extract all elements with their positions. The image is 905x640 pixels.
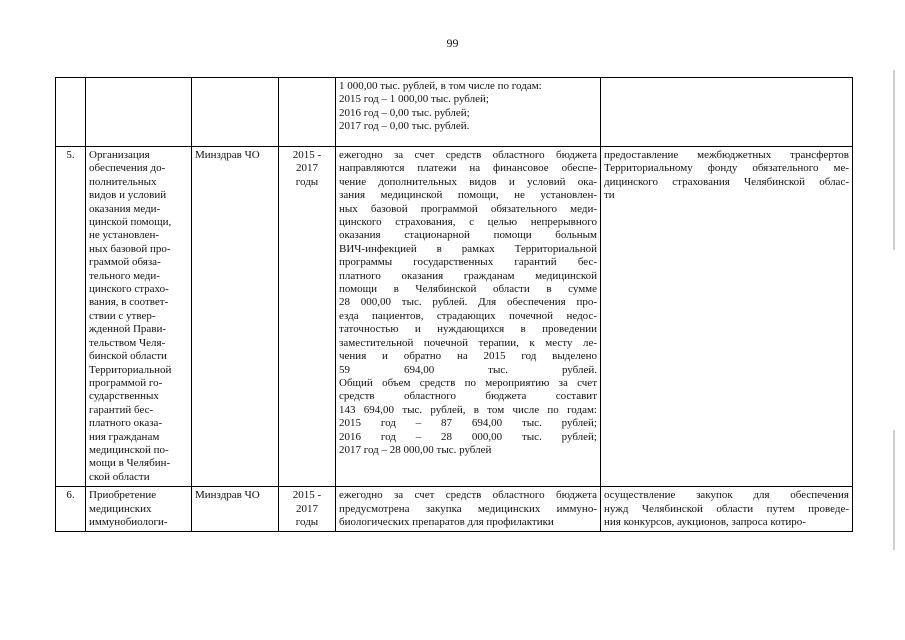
name-line: жденной Прави-: [89, 323, 167, 336]
name-line: не установлен-: [89, 229, 160, 242]
description-line: ежегодно за счет средств областного бюджета: [339, 149, 597, 161]
cell-name: [86, 487, 192, 532]
description-line: биологических препаратов для профилактики: [339, 515, 554, 528]
description-line: заместительной почечной терапии, к месту ле-: [339, 336, 597, 349]
description-line: ных базовой программой обязательного меди-: [339, 202, 597, 215]
result-line: осуществление закупок для обеспечения: [604, 489, 849, 502]
description-line: чение дополнительных видов и условий ока-: [339, 175, 597, 188]
result-line: Территориальному фонду обязательного ме-: [604, 162, 849, 175]
cell-period: [279, 78, 336, 147]
measures-table: [55, 77, 853, 532]
description-line: 2016 год – 28 000,00 тыс. рублей;: [339, 430, 597, 443]
name-line: оказания меди-: [89, 202, 161, 215]
name-line: Территориальной: [89, 363, 172, 376]
cell-period: [279, 147, 336, 487]
name-line: программой го-: [89, 376, 163, 389]
period-line: 2015 -: [292, 149, 322, 161]
description-line: чения и обратно на 2015 год выделено: [339, 350, 597, 363]
cell-period: [279, 487, 336, 532]
continuation-row: [56, 78, 853, 147]
name-line: Организация: [89, 149, 150, 161]
funding-line: 2015 год – 1 000,00 тыс. рублей;: [339, 93, 489, 106]
name-line: сударственных: [89, 390, 159, 403]
name-line: Приобретение: [89, 489, 157, 502]
cell-executor: Минздрав ЧО: [192, 147, 279, 487]
description-line: 59 694,00 тыс. рублей.: [339, 363, 597, 376]
name-line: ных базовой про-: [89, 242, 171, 255]
cell-executor: [192, 78, 279, 147]
funding-line: 2017 год – 0,00 тыс. рублей.: [339, 120, 470, 133]
funding-line: 1 000,00 тыс. рублей, в том числе по годам:: [339, 80, 542, 92]
name-line: ской области: [89, 470, 150, 483]
name-line: ствии с утвер-: [89, 309, 156, 322]
scan-edge-mark: [893, 430, 895, 550]
name-line: иммунобиологи-: [89, 515, 168, 528]
period-line: 2017: [296, 502, 318, 515]
name-line: медицинской по-: [89, 443, 169, 456]
name-line: тельного меди-: [89, 269, 160, 282]
cell-num: 5.: [56, 147, 86, 487]
cell-executor: Минздрав ЧО: [192, 487, 279, 532]
description-line: цинского страхования, с целью непрерывного: [339, 216, 597, 229]
cell-num: 6.: [56, 487, 86, 532]
name-line: цинского страхо-: [89, 283, 169, 296]
description-line: помощи в Челябинской области в сумме: [339, 283, 597, 296]
result-line: ния конкурсов, аукционов, запроса котиро-: [604, 515, 806, 528]
cell-name: [86, 147, 192, 487]
cell-num: [56, 78, 86, 147]
name-line: мощи в Челябин-: [89, 457, 171, 470]
name-line: видов и условий: [89, 189, 167, 202]
description-line: ежегодно за счет средств областного бюджета: [339, 489, 597, 502]
result-line: нужд Челябинской области путем проведе-: [604, 502, 849, 515]
name-line: платного оказа-: [89, 417, 163, 430]
description-line: 28 000,00 тыс. рублей. Для обеспечения про-: [339, 296, 597, 309]
name-line: медицинских: [89, 502, 152, 515]
name-line: бинской области: [89, 350, 167, 363]
table-row: [56, 147, 853, 487]
name-line: ния гражданам: [89, 430, 160, 443]
description-line: 2015 год – 87 694,00 тыс. рублей;: [339, 417, 597, 430]
scan-edge-mark: [893, 70, 895, 250]
name-line: гарантий бес-: [89, 403, 154, 416]
period-line: 2015 -: [292, 489, 322, 502]
name-line: тельством Челя-: [89, 336, 166, 349]
name-line: вания, в соответ-: [89, 296, 169, 309]
description-line: зания медицинской помощи, не установлен-: [339, 189, 597, 202]
name-line: цинской помощи,: [89, 216, 172, 229]
description-line: платного оказания гражданам медицинской: [339, 269, 597, 282]
funding-line: 2016 год – 0,00 тыс. рублей;: [339, 106, 470, 119]
description-line: оказания стационарной помощи больным: [339, 229, 597, 242]
description-line: Общий объем средств по мероприятию за счет: [339, 376, 597, 389]
description-line: направляются платежи на финансовое обеспе-: [339, 162, 597, 175]
cell-result: [601, 147, 853, 487]
result-line: ти: [604, 189, 615, 202]
cell-funding: [336, 78, 601, 147]
cell-description: [336, 147, 601, 487]
period-line: 2017: [296, 162, 318, 175]
period-line: годы: [295, 175, 319, 188]
cell-result: [601, 487, 853, 532]
description-line: средств областного бюджета составит: [339, 390, 597, 403]
cell-result: [601, 78, 853, 147]
result-line: дицинского страхования Челябинской облас-: [604, 175, 849, 188]
table-row: [56, 487, 853, 532]
description-line: 2017 год – 28 000,00 тыс. рублей: [339, 443, 492, 456]
description-line: езда пациентов, страдающих почечной недос-: [339, 309, 597, 322]
description-line: ВИЧ-инфекцией в рамках Территориальной: [339, 242, 597, 255]
period-line: годы: [295, 515, 319, 528]
cell-name: [86, 78, 192, 147]
description-line: 143 694,00 тыс. рублей, в том числе по годам:: [339, 403, 597, 416]
description-line: программы государственных гарантий бес-: [339, 256, 597, 269]
cell-description: [336, 487, 601, 532]
name-line: граммой обяза-: [89, 256, 161, 269]
name-line: полнительных: [89, 175, 157, 188]
description-line: таточностью и нуждающихся в проведении: [339, 323, 597, 336]
description-line: предусмотрена закупка медицинских иммуно-: [339, 502, 597, 515]
name-line: обеспечения до-: [89, 162, 166, 175]
result-line: предоставление межбюджетных трансфертов: [604, 149, 849, 161]
page-number: 99: [446, 36, 459, 50]
